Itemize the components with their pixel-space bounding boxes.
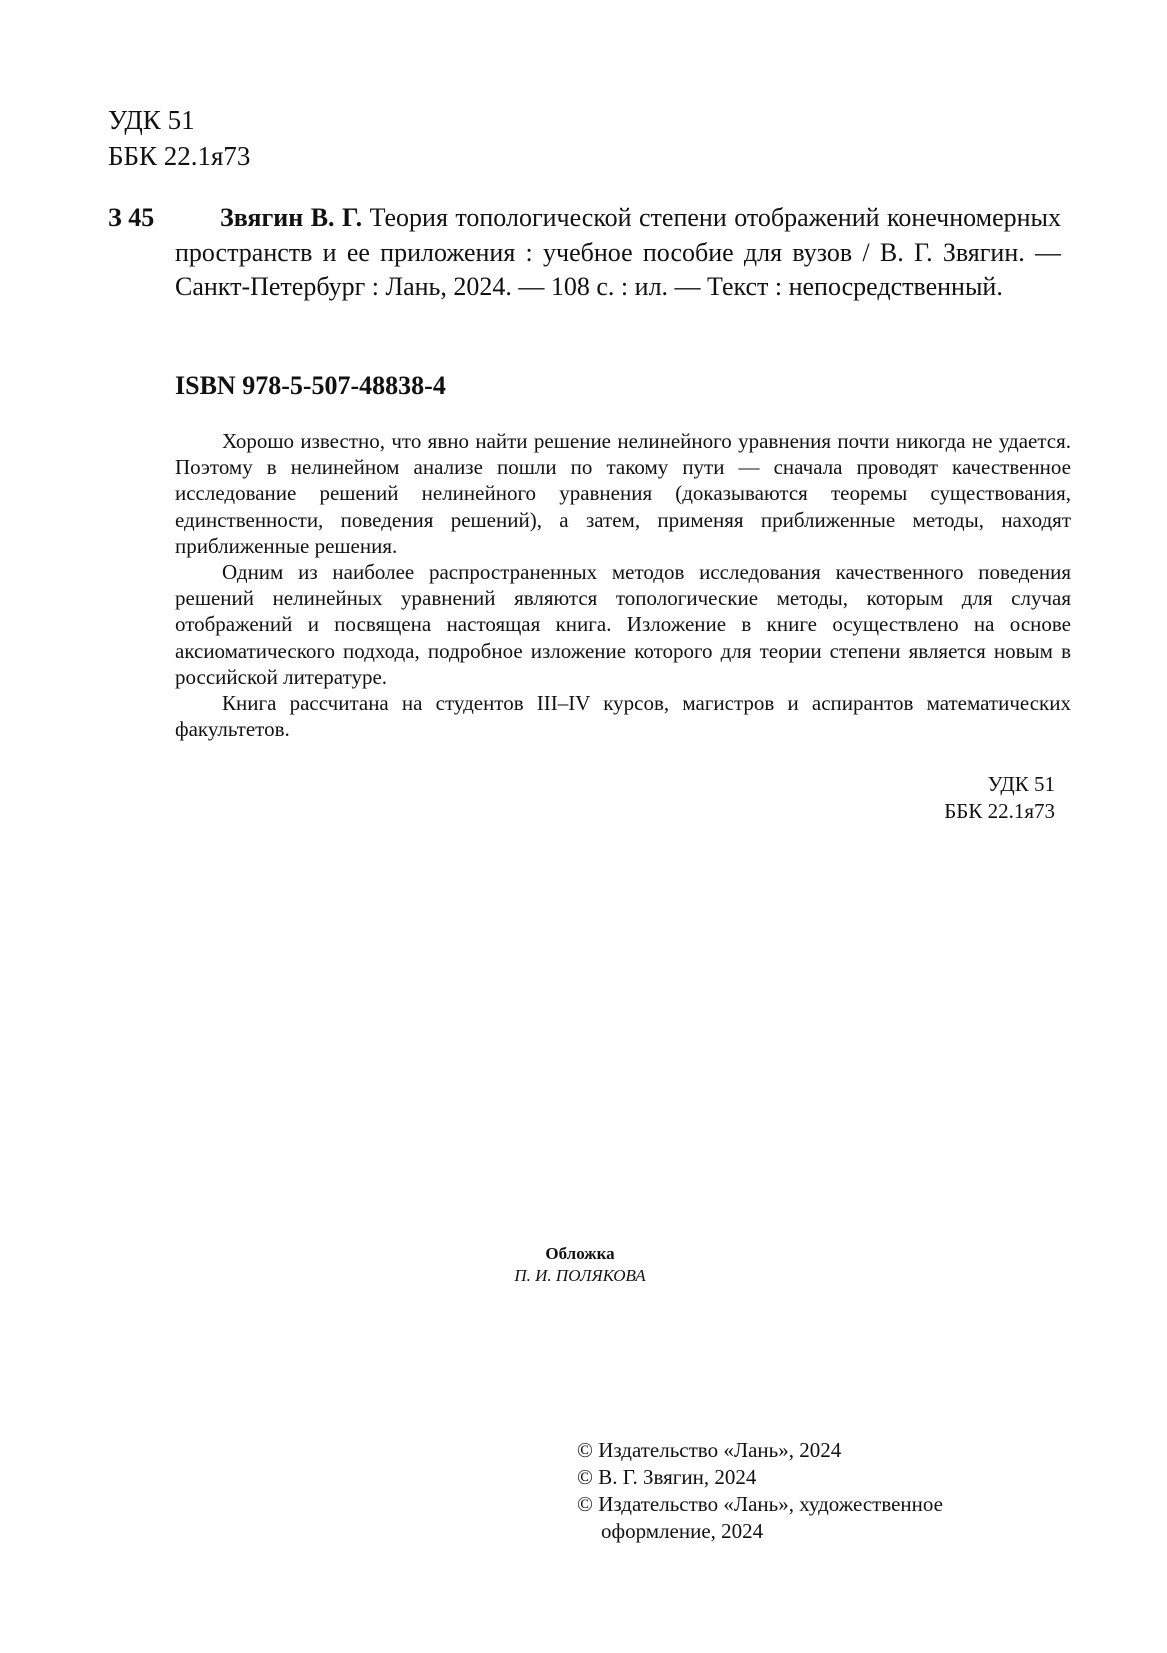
isbn: ISBN 978-5-507-48838-4 [175,371,446,400]
copyright-line: © Издательство «Лань», художественное оформление, 2024 [577,1492,943,1543]
annotation-paragraph: Книга рассчитана на студентов III–IV курсов, магистров и аспирантов математических факультетов. [175,691,1071,742]
copyright-line: © Издательство «Лань», 2024 [577,1438,842,1462]
udc-code: УДК 51 [108,105,195,135]
cover-label: Обложка [545,1244,615,1263]
annotation [175,428,1071,742]
bib-description: Теория топологической степени отображений конечномерных пространств и ее приложения : учебное пособие для вузов / В. Г. Звягин. — Санкт-Петербург : Лань, 2024. — 108 с. : ил. — Текст : непосредственный. [175,203,1061,301]
bbk-code: ББК 22.1я73 [944,799,1055,823]
copyright-line: © В. Г. Звягин, 2024 [577,1465,757,1489]
annotation-paragraph: Одним из наиболее распространенных методов исследования качественного поведения решений нелинейных уравнений являются топологические методы, которым для случая отображений и посвящена настоящая книга. Изложение в книге осуществлено на основе аксиоматического подхода, подробное изложение которого для теории степени является новым в российской литературе. [175,560,1071,689]
bib-author: Звягин В. Г. [220,203,363,232]
bbk-code: ББК 22.1я73 [108,141,251,171]
author-mark: З 45 [108,203,155,232]
classification-top [108,102,250,174]
bibliographic-record [175,201,1061,305]
cover-designer: П. И. ПОЛЯКОВА [514,1266,646,1285]
annotation-paragraph: Хорошо известно, что явно найти решение нелинейного уравнения почти никогда не удается. Поэтому в нелинейном анализе пошли по такому пути — сначала проводят качественное исследование решений нелинейного уравнения (доказываются теоремы существования, единственности, поведения решений), а затем, применяя приближенные методы, находят приближенные решения. [175,429,1071,558]
copyright-block [577,1437,1037,1545]
cover-credit [430,1243,730,1287]
udc-code: УДК 51 [987,772,1055,796]
classification-bottom [900,771,1055,825]
